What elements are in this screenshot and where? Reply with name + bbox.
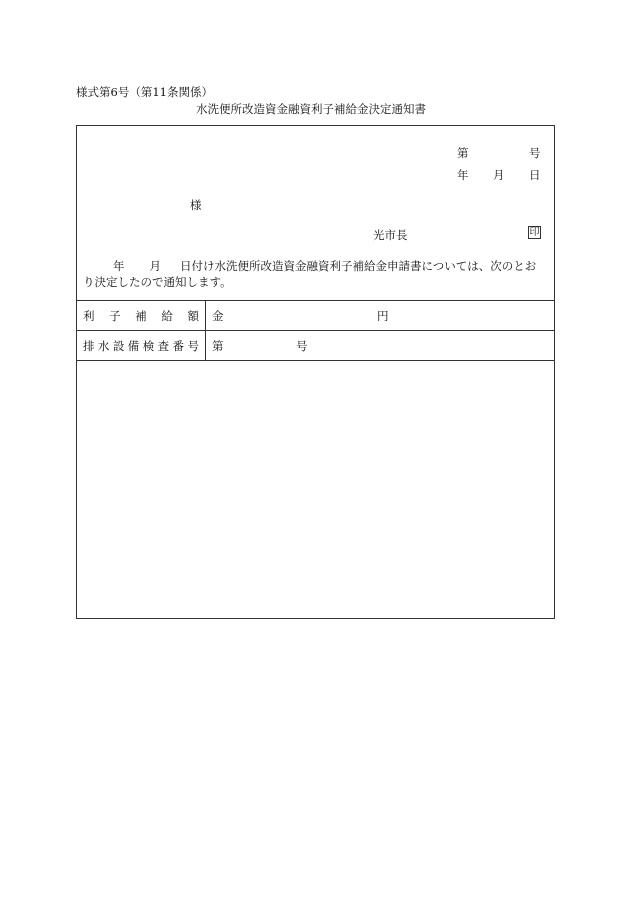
notice-body [83, 258, 553, 290]
label-char: 設 [112, 339, 125, 353]
label-char: 額 [187, 309, 199, 323]
document-title: 水洗便所改造資金融資利子補給金決定通知書 [196, 102, 426, 116]
seal-mark: 印 [529, 227, 540, 238]
number-suffix: 号 [529, 146, 541, 160]
label-char: 検 [142, 339, 155, 353]
date-year: 年 [457, 168, 469, 182]
label-char: 給 [161, 309, 173, 323]
divider [77, 330, 554, 331]
date-day: 日 [529, 168, 541, 182]
notice-frame [76, 125, 555, 619]
blank-area [77, 361, 554, 618]
label-char: 補 [135, 309, 147, 323]
label-char: 排 [83, 339, 95, 353]
body-line2: り決定したので通知します。 [83, 275, 232, 289]
label-char: 番 [172, 339, 185, 353]
label-char: 査 [157, 339, 170, 353]
inspection-number-suffix: 号 [296, 339, 308, 353]
body-month: 月 [149, 259, 161, 273]
date-month: 月 [493, 168, 505, 182]
subsidy-amount-label [83, 308, 199, 324]
inspection-number-label [83, 338, 199, 354]
inspection-number-prefix: 第 [212, 339, 224, 353]
divider [77, 300, 554, 301]
label-char: 号 [187, 339, 199, 353]
number-prefix: 第 [457, 146, 469, 160]
issuer: 光市長 [373, 228, 408, 242]
addressee-suffix: 様 [190, 198, 202, 212]
subsidy-amount-suffix: 円 [377, 309, 389, 323]
subsidy-amount-prefix: 金 [212, 309, 224, 323]
form-reference: 様式第6号（第11条関係） [76, 85, 213, 99]
body-year: 年 [113, 259, 125, 273]
column-divider [205, 300, 206, 360]
body-line1: 日付け水洗便所改造資金融資利子補給金申請書については、次のとお [180, 259, 537, 273]
label-char: 利 [83, 309, 95, 323]
label-char: 子 [109, 309, 121, 323]
label-char: 備 [127, 339, 140, 353]
label-char: 水 [97, 339, 110, 353]
